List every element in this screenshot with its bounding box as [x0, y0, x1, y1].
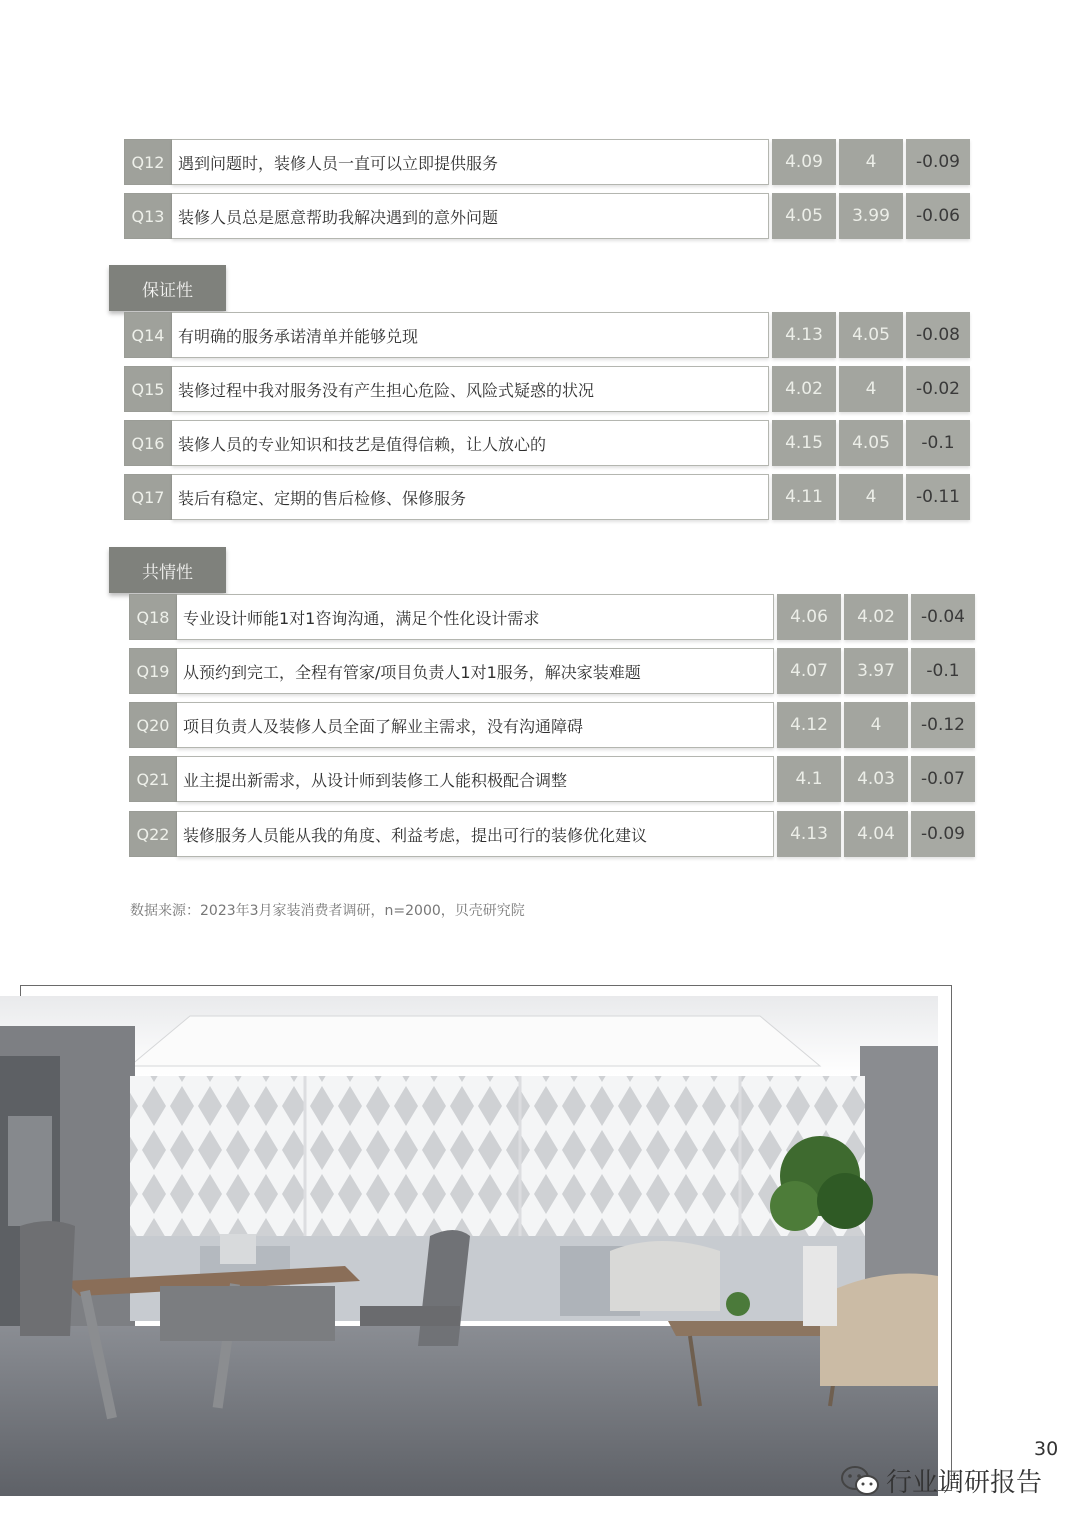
question-text: 从预约到完工，全程有管家/项目负责人1对1服务，解决家装难题 — [177, 648, 774, 694]
watermark — [840, 1462, 1042, 1499]
question-id: Q20 — [129, 702, 177, 748]
diff-cell: -0.06 — [906, 193, 970, 239]
score-cell: 4.03 — [844, 756, 908, 802]
data-source-note: 数据来源：2023年3月家装消费者调研，n=2000，贝壳研究院 — [130, 903, 525, 919]
question-text: 装修服务人员能从我的角度、利益考虑，提出可行的装修优化建议 — [177, 811, 774, 857]
diff-cell: -0.1 — [906, 420, 970, 466]
score-cell: 4 — [839, 139, 903, 185]
page-number: 30 — [1034, 1438, 1059, 1460]
score-cell: 4 — [844, 702, 908, 748]
score-cell: 4.05 — [839, 420, 903, 466]
section-label: 保证性 — [142, 280, 193, 301]
office-photo — [0, 996, 938, 1496]
diff-cell: -0.12 — [911, 702, 975, 748]
diff-cell: -0.09 — [906, 139, 970, 185]
question-id: Q19 — [129, 648, 177, 694]
table-row — [124, 366, 970, 412]
table-row — [124, 474, 970, 520]
score-cell: 4.06 — [777, 594, 841, 640]
table-row — [129, 702, 975, 748]
question-text: 装修过程中我对服务没有产生担心危险、风险式疑惑的状况 — [172, 366, 769, 412]
watermark-text: 行业调研报告 — [886, 1468, 1043, 1498]
table-row — [124, 312, 970, 358]
question-text: 装修人员的专业知识和技艺是值得信赖，让人放心的 — [172, 420, 769, 466]
score-cell: 4.11 — [772, 474, 836, 520]
question-text: 装后有稳定、定期的售后检修、保修服务 — [172, 474, 769, 520]
question-id: Q14 — [124, 312, 172, 358]
question-id: Q22 — [129, 811, 177, 857]
question-text: 遇到问题时，装修人员一直可以立即提供服务 — [172, 139, 769, 185]
table-row — [129, 594, 975, 640]
wechat-icon — [840, 1464, 880, 1498]
score-cell: 4.12 — [777, 702, 841, 748]
table-row — [124, 193, 970, 239]
score-cell: 4.02 — [772, 366, 836, 412]
table-row — [124, 139, 970, 185]
score-cell: 4.09 — [772, 139, 836, 185]
section-header-assurance — [109, 265, 226, 311]
score-cell: 4.05 — [772, 193, 836, 239]
score-cell: 4 — [839, 366, 903, 412]
table-row — [129, 756, 975, 802]
diff-cell: -0.1 — [911, 648, 975, 694]
diff-cell: -0.04 — [911, 594, 975, 640]
question-text: 有明确的服务承诺清单并能够兑现 — [172, 312, 769, 358]
score-cell: 4.13 — [777, 811, 841, 857]
question-id: Q13 — [124, 193, 172, 239]
section-header-empathy — [109, 547, 226, 593]
question-id: Q18 — [129, 594, 177, 640]
table-row — [129, 811, 975, 857]
question-text: 项目负责人及装修人员全面了解业主需求，没有沟通障碍 — [177, 702, 774, 748]
score-cell: 4.07 — [777, 648, 841, 694]
question-text: 装修人员总是愿意帮助我解决遇到的意外问题 — [172, 193, 769, 239]
score-cell: 4.13 — [772, 312, 836, 358]
score-cell: 4.1 — [777, 756, 841, 802]
table-row — [124, 420, 970, 466]
question-id: Q21 — [129, 756, 177, 802]
score-cell: 4.04 — [844, 811, 908, 857]
table-row — [129, 648, 975, 694]
diff-cell: -0.09 — [911, 811, 975, 857]
score-cell: 4.05 — [839, 312, 903, 358]
question-text: 业主提出新需求，从设计师到装修工人能积极配合调整 — [177, 756, 774, 802]
diff-cell: -0.08 — [906, 312, 970, 358]
question-id: Q15 — [124, 366, 172, 412]
question-id: Q16 — [124, 420, 172, 466]
score-cell: 4.15 — [772, 420, 836, 466]
question-id: Q17 — [124, 474, 172, 520]
diff-cell: -0.07 — [911, 756, 975, 802]
question-id: Q12 — [124, 139, 172, 185]
score-cell: 4.02 — [844, 594, 908, 640]
score-cell: 3.97 — [844, 648, 908, 694]
score-cell: 3.99 — [839, 193, 903, 239]
diff-cell: -0.11 — [906, 474, 970, 520]
section-label: 共情性 — [142, 562, 193, 583]
diff-cell: -0.02 — [906, 366, 970, 412]
office-illustration — [0, 996, 938, 1496]
question-text: 专业设计师能1对1咨询沟通，满足个性化设计需求 — [177, 594, 774, 640]
score-cell: 4 — [839, 474, 903, 520]
